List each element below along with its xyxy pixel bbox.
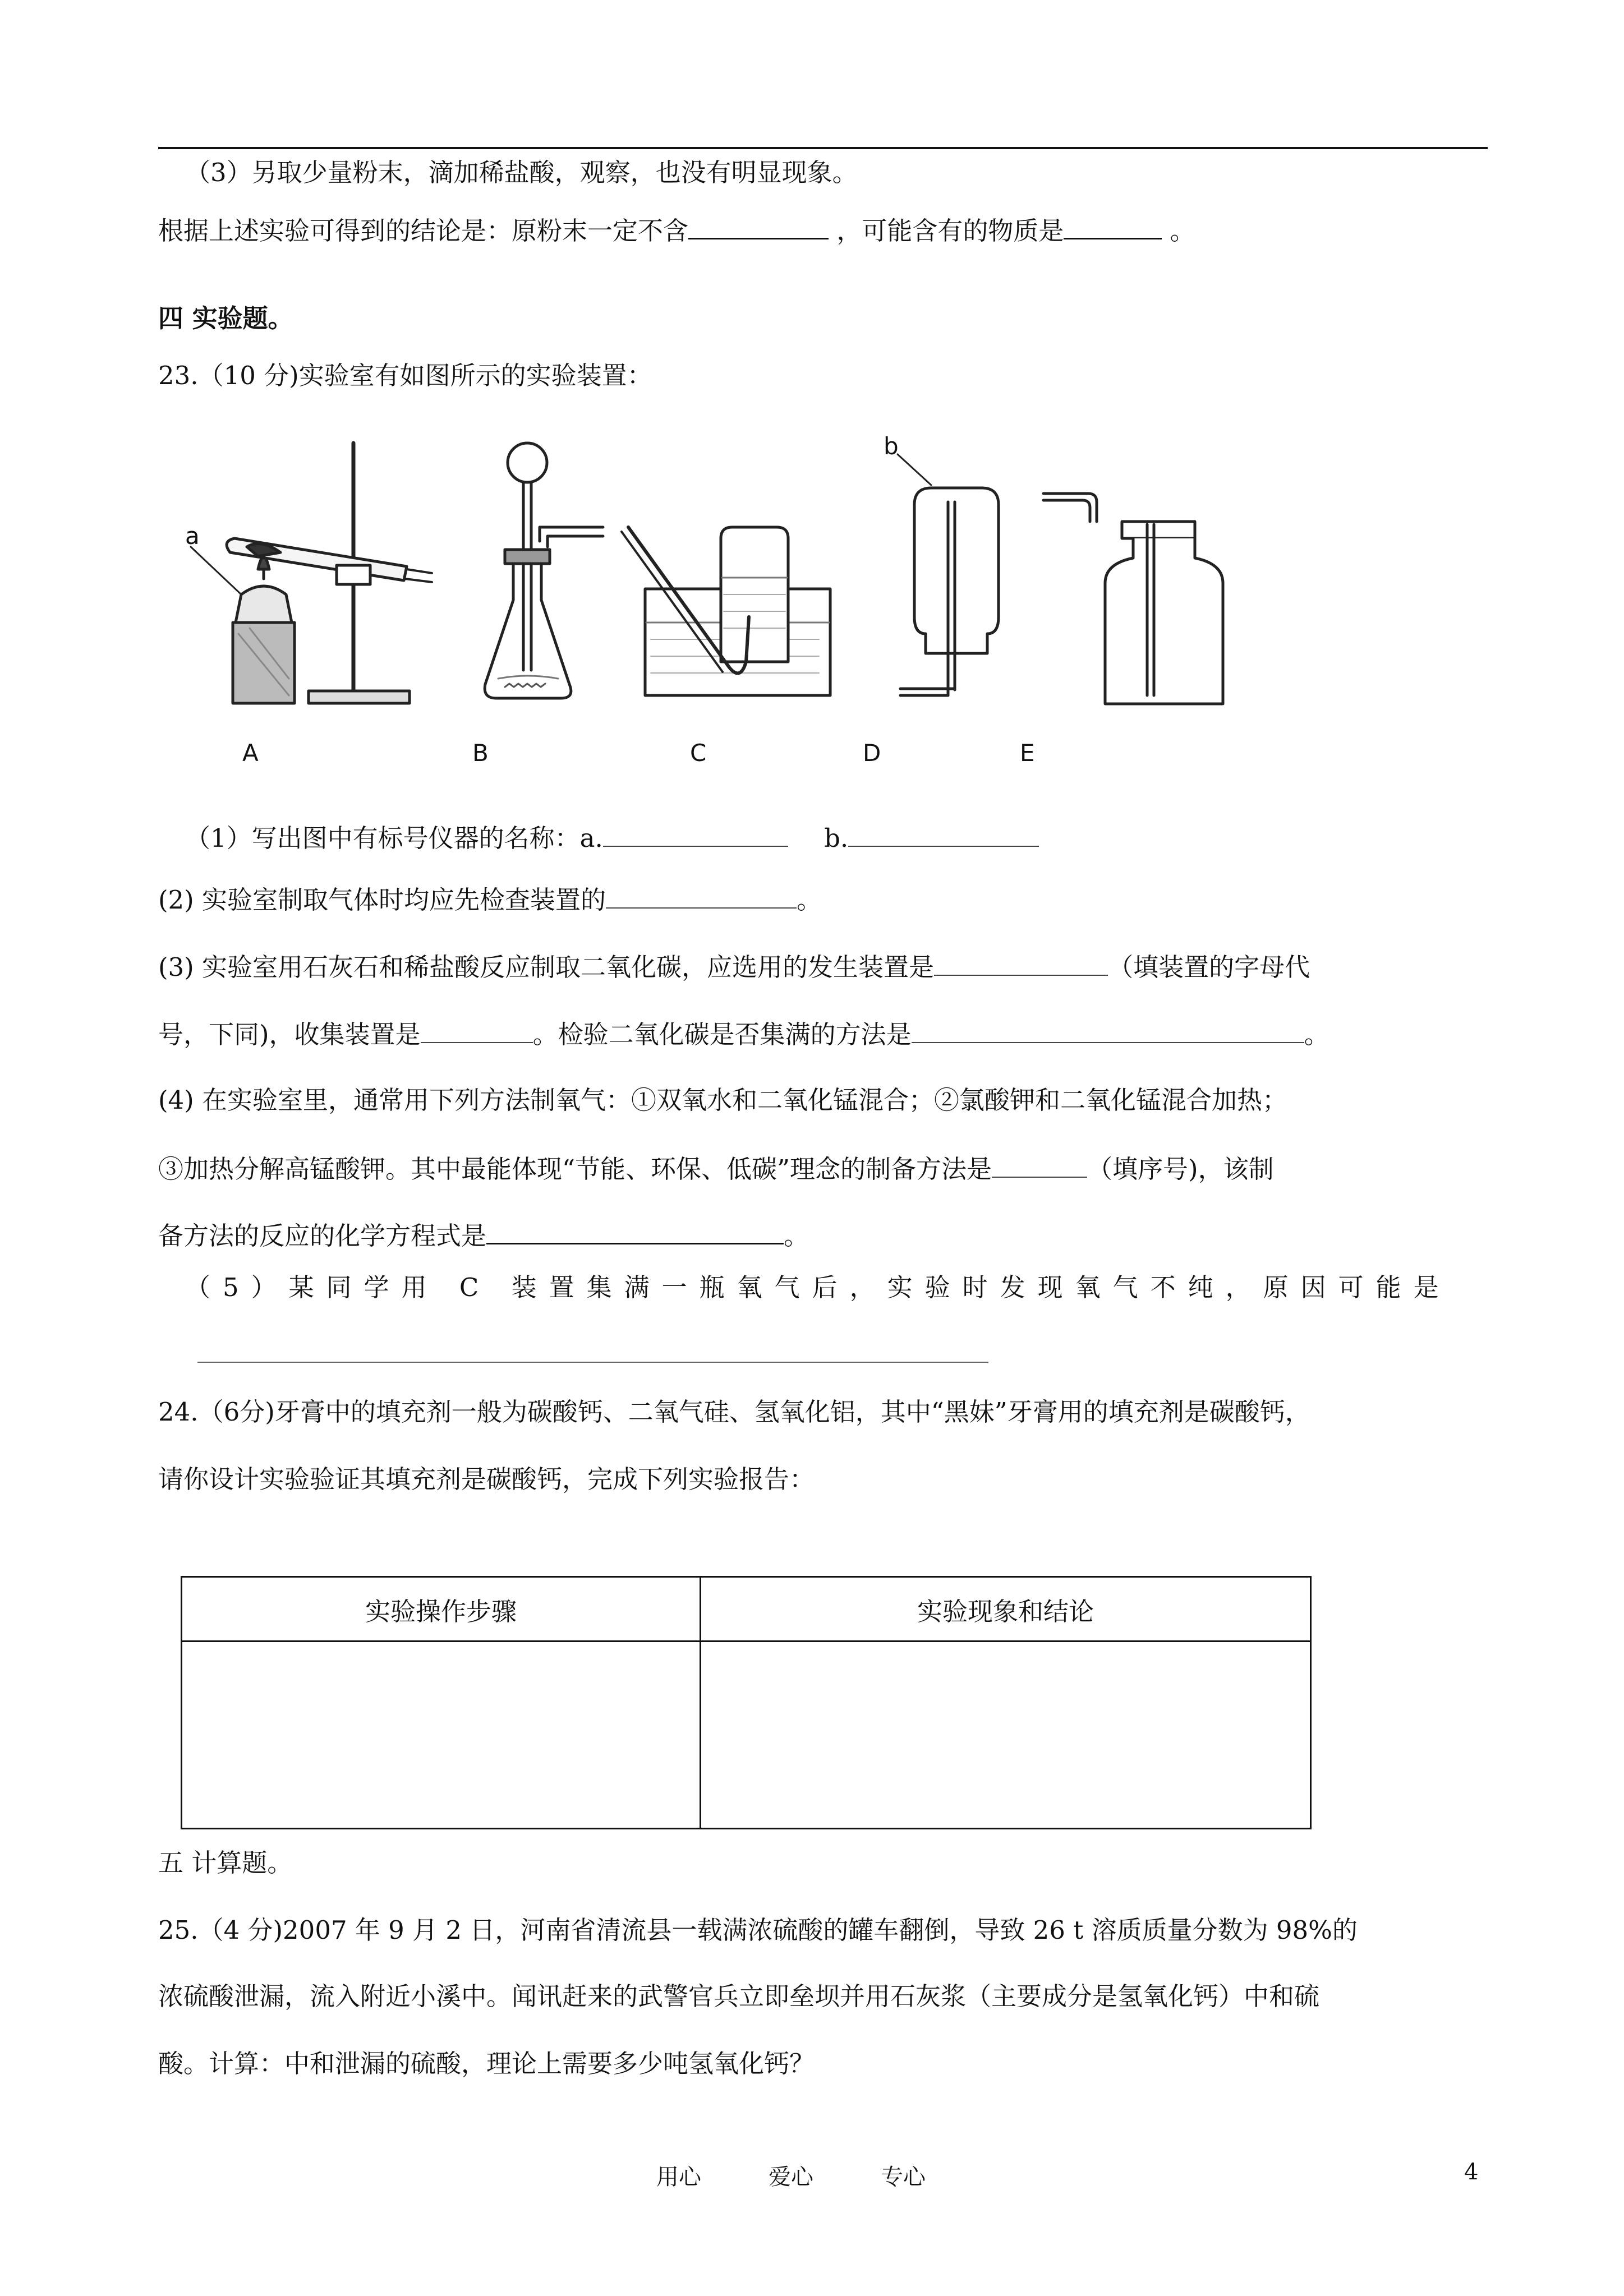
q23-blank-collector[interactable] (421, 1016, 533, 1043)
apparatus-a (185, 443, 432, 703)
label-b: b (884, 432, 899, 460)
table-cell-results[interactable] (701, 1642, 1311, 1829)
q25-line3: 酸。计算：中和泄漏的硫酸，理论上需要多少吨氢氧化钙？ (158, 2049, 815, 2078)
q23-blank-generator[interactable] (934, 949, 1108, 976)
q23-blank-b[interactable] (848, 820, 1039, 847)
q22-blank-possible[interactable] (1064, 212, 1162, 239)
footer-motto-3: 专心 (881, 2164, 926, 2190)
apparatus-label-e: E (1020, 739, 1035, 767)
footer-motto-2: 爱心 (769, 2164, 813, 2190)
q23-blank-method[interactable] (912, 1016, 1304, 1043)
q23-part4-line2: ③加热分解高锰酸钾。其中最能体现“节能、环保、低碳”理念的制备方法是 （填序号)，该制 (158, 1151, 1274, 1186)
q23-blank-a[interactable] (603, 820, 788, 847)
apparatus-label-c: C (690, 739, 707, 767)
q23-part3-line2: 号，下同)，收集装置是 。检验二氧化碳是否集满的方法是 。 (158, 1016, 1329, 1052)
page-number: 4 (1464, 2159, 1479, 2185)
apparatus-label-d: D (863, 739, 881, 767)
footer-motto-1: 用心 (656, 2164, 701, 2190)
q23-part5: （5）某同学用 C 装置集满一瓶氧气后，实验时发现氧气不纯，原因可能是 (185, 1273, 1451, 1302)
q24-line2: 请你设计实验验证其填充剂是碳酸钙，完成下列实验报告： (158, 1464, 815, 1494)
label-a: a (185, 522, 200, 550)
apparatus-e (1043, 494, 1223, 704)
section4-title: 四 实验题。 (158, 303, 293, 333)
q22-conclusion: 根据上述实验可得到的结论是：原粉末一定不含 ，可能含有的物质是 。 (158, 212, 1195, 248)
q22-blank-excluded[interactable] (688, 212, 829, 239)
q22-step3: （3）另取少量粉末，滴加稀盐酸，观察，也没有明显现象。 (185, 158, 858, 187)
q25-line1: 25.（4 分)2007 年 9 月 2 日，河南省清流县一载满浓硫酸的罐车翻倒，导致 26 t 溶质质量分数为 98%的 (158, 1915, 1358, 1945)
q23-part3-line1: (3) 实验室用石灰石和稀盐酸反应制取二氧化碳，应选用的发生装置是 （填装置的字母代 (158, 949, 1310, 984)
apparatus-label-a: A (242, 739, 259, 767)
apparatus-label-b: B (472, 739, 489, 767)
header-rule (158, 147, 1488, 149)
table-row (182, 1642, 1311, 1829)
q23-blank-method-no[interactable] (992, 1151, 1087, 1178)
apparatus-d (884, 432, 999, 695)
table-header-steps: 实验操作步骤 (182, 1577, 701, 1642)
table-cell-steps[interactable] (182, 1642, 701, 1829)
q23-part1: （1）写出图中有标号仪器的名称：a. b. (185, 820, 1039, 855)
apparatus-figure (168, 432, 1234, 735)
table-header-results: 实验现象和结论 (701, 1577, 1311, 1642)
apparatus-c (622, 527, 830, 695)
section5-title: 五 计算题。 (158, 1848, 293, 1878)
experiment-report-table (181, 1576, 1312, 1829)
q23-blank-check[interactable] (606, 882, 797, 909)
q24-line1: 24.（6分)牙膏中的填充剂一般为碳酸钙、二氧气硅、氢氧化铝，其中“黑妹”牙膏用的填充剂是碳酸钙， (158, 1397, 1310, 1427)
q23-part4-line1: (4) 在实验室里，通常用下列方法制氧气：①双氧水和二氧化锰混合；②氯酸钾和二氧化锰混合加热； (158, 1085, 1288, 1115)
q23-part4-line3: 备方法的反应的化学方程式是 。 (158, 1217, 809, 1253)
q23-part2: (2) 实验室制取气体时均应先检查装置的 。 (158, 882, 822, 917)
q23-blank-equation[interactable] (486, 1217, 784, 1244)
q23-intro: 23.（10 分)实验室有如图所示的实验装置： (158, 361, 652, 390)
table-header-row (182, 1577, 1311, 1642)
q25-line2: 浓硫酸泄漏，流入附近小溪中。闻讯赶来的武警官兵立即垒坝并用石灰浆（主要成分是氢氧化钙）中和硫 (158, 1981, 1320, 2011)
apparatus-b (485, 443, 603, 698)
q23-blank-reason[interactable] (197, 1362, 988, 1363)
